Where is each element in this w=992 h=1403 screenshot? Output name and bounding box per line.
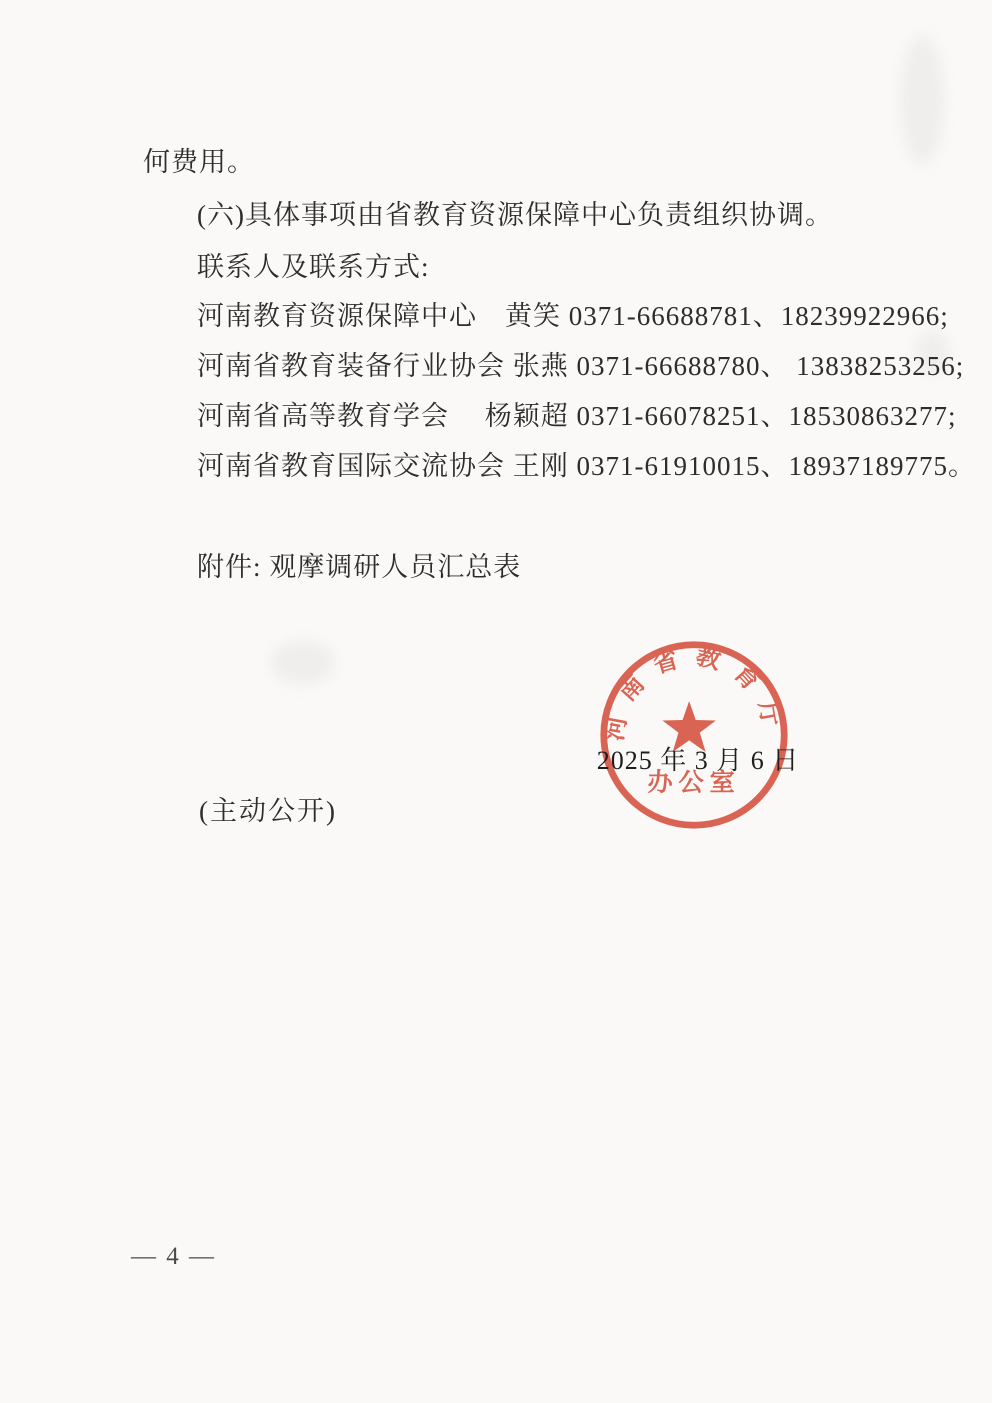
- scan-smudge: [900, 35, 945, 165]
- contact-line: 河南教育资源保障中心 黄笑 0371-66688781、18239922966;: [197, 301, 949, 331]
- attachment-line: 附件: 观摩调研人员汇总表: [197, 552, 522, 582]
- contact-heading: 联系人及联系方式:: [197, 252, 430, 282]
- scan-smudge: [270, 640, 335, 685]
- seal-bottom-text: 办公室: [647, 769, 741, 797]
- seal-arc-text: 河南省教育厅: [601, 642, 787, 743]
- issue-date: 2025 年 3 月 6 日: [596, 746, 800, 775]
- contact-line: 河南省教育装备行业协会 张燕 0371-66688780、 13838253256;: [197, 351, 965, 381]
- page-number: — 4 —: [131, 1243, 216, 1270]
- paragraph-continuation: 何费用。: [143, 147, 255, 177]
- paragraph-item-six: (六)具体事项由省教育资源保障中心负责组织协调。: [197, 200, 833, 230]
- contact-line: 河南省高等教育学会 杨颖超 0371-66078251、18530863277;: [197, 401, 957, 431]
- official-seal: [597, 638, 791, 832]
- publicity-note: (主动公开): [199, 796, 337, 826]
- contact-line: 河南省教育国际交流协会 王刚 0371-61910015、18937189775。: [197, 451, 976, 481]
